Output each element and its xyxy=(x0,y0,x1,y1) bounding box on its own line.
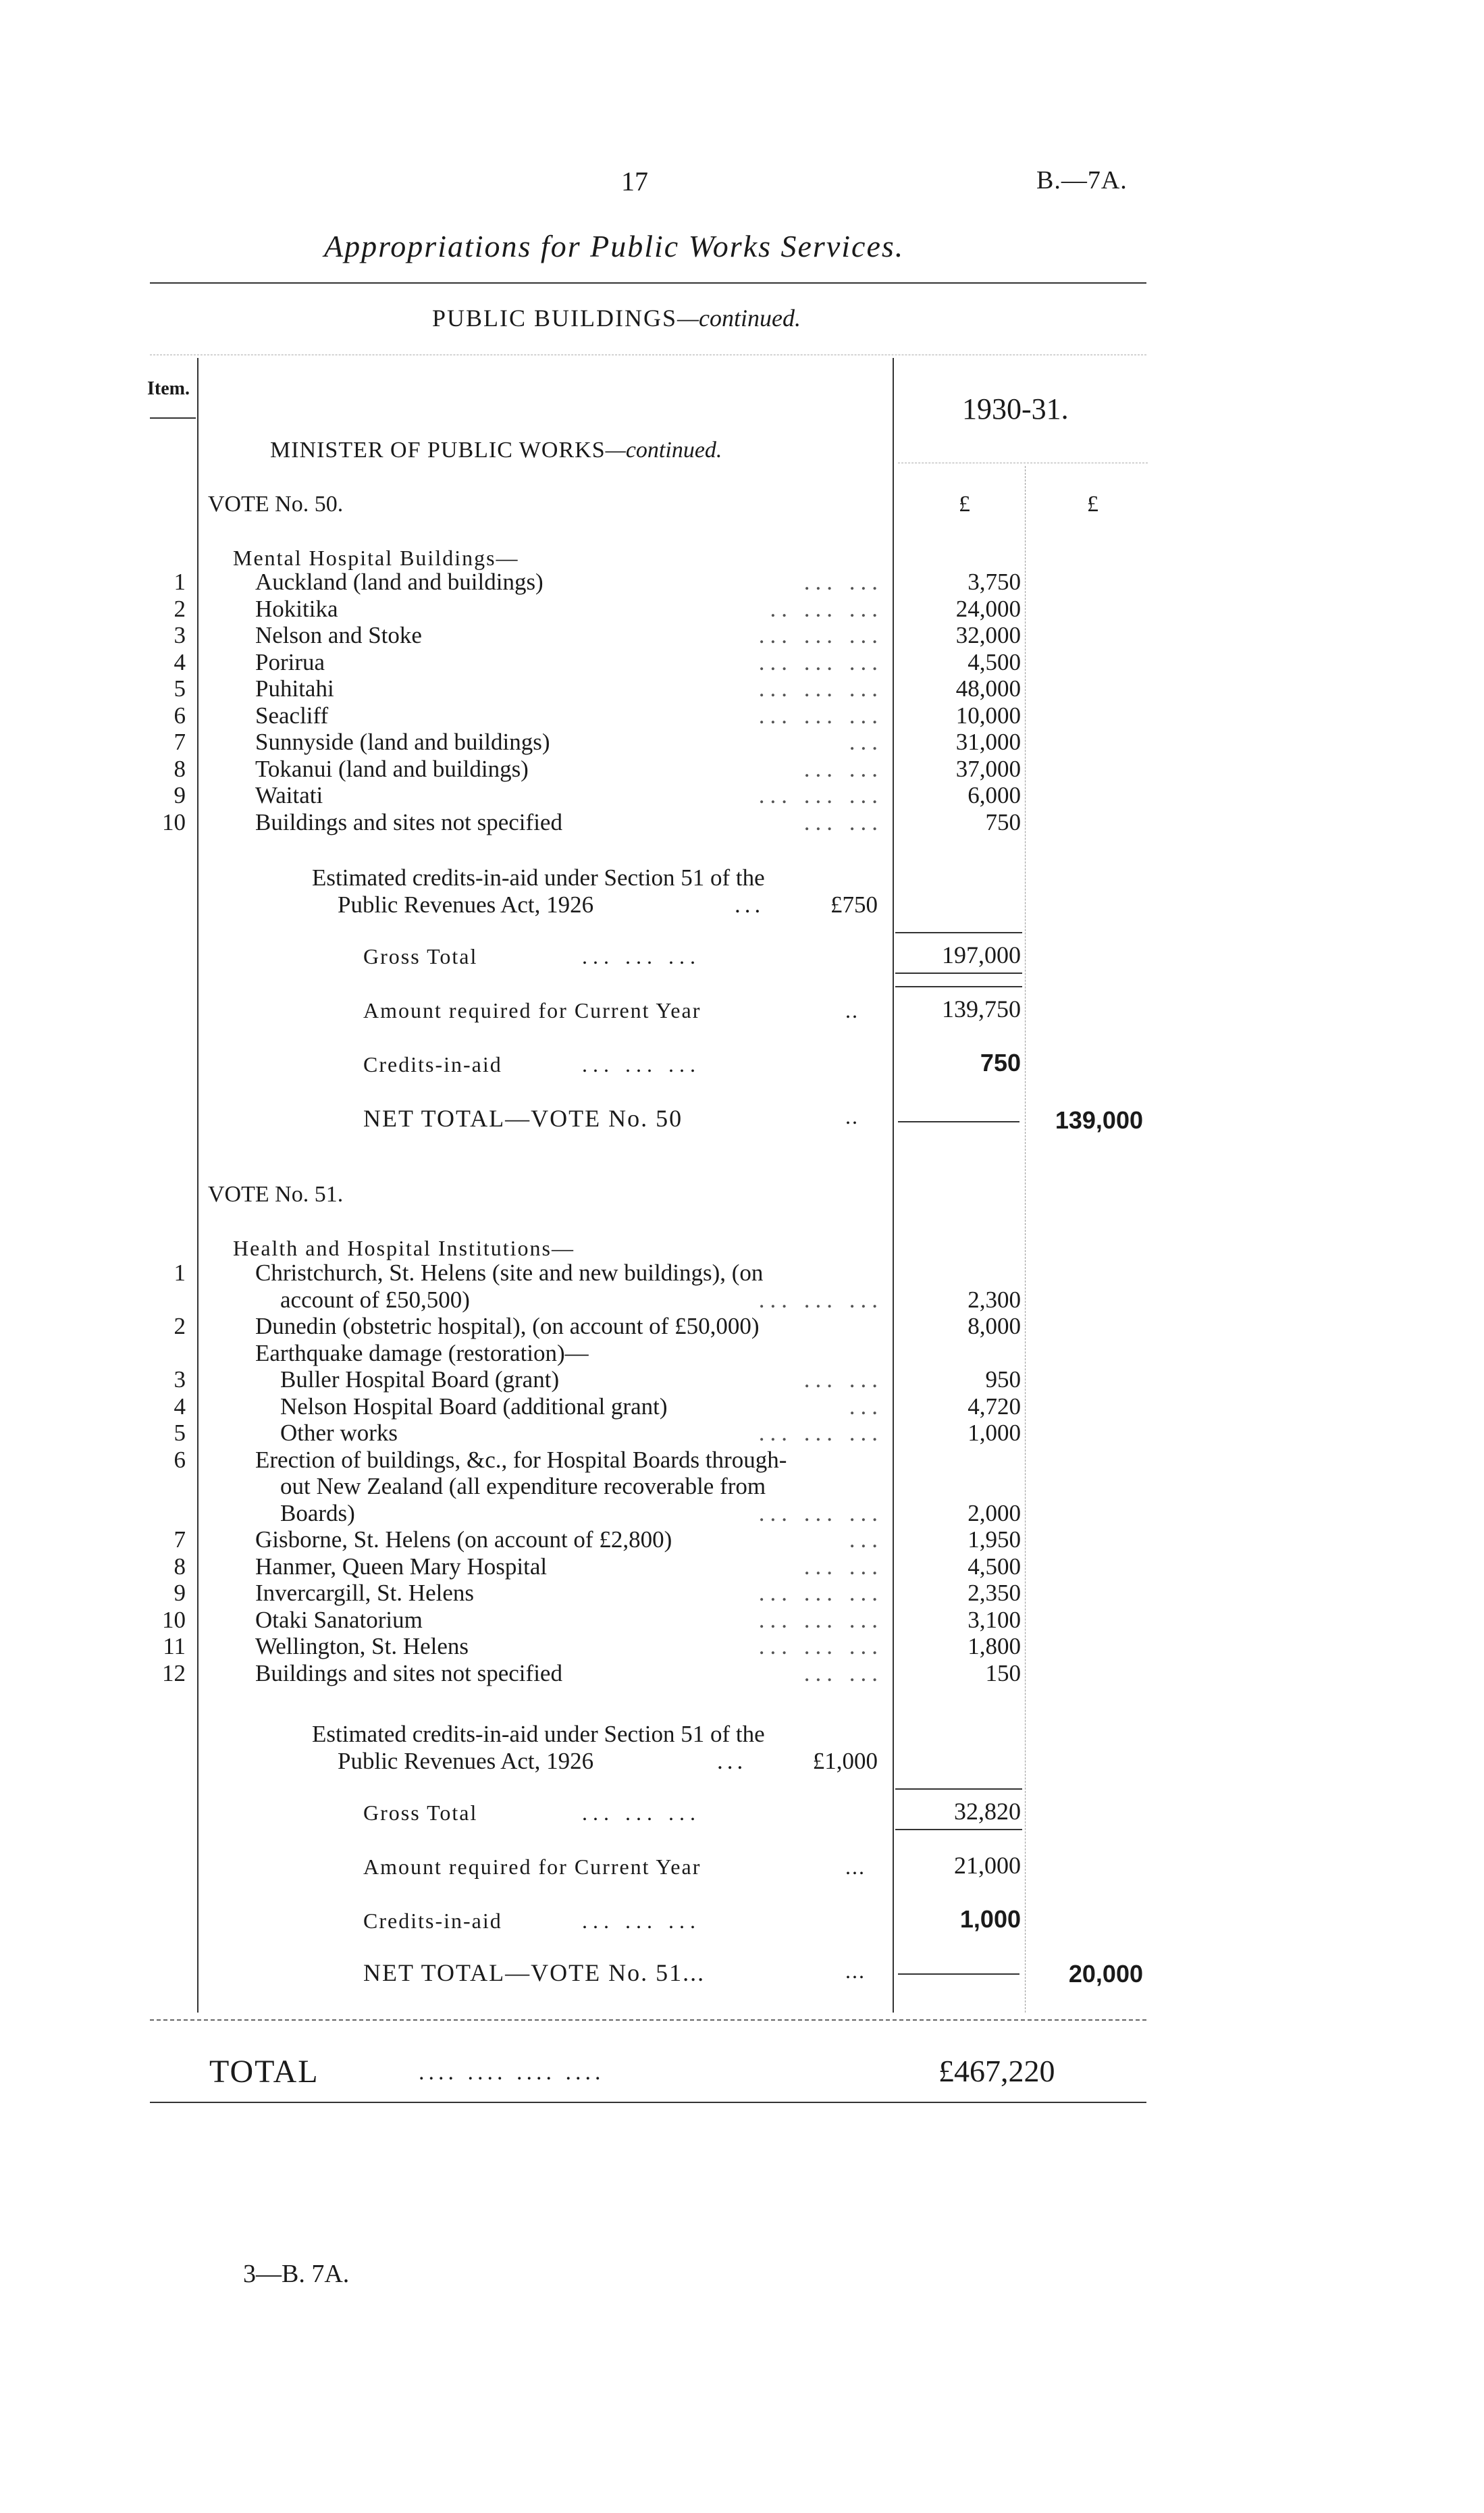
item-amount: 37,000 xyxy=(955,755,1021,782)
vote-51-heading: VOTE No. 51. xyxy=(208,1182,344,1207)
vote-50-credits-note-amount: £750 xyxy=(830,891,878,918)
table-row xyxy=(0,1340,1484,1367)
subtitle-main: PUBLIC BUILDINGS xyxy=(432,305,678,332)
item-amount: 1,800 xyxy=(968,1633,1021,1659)
total-top-rule xyxy=(150,2019,1146,2021)
item-amount: 1,950 xyxy=(968,1526,1021,1553)
currency-symbol-b: £ xyxy=(1087,492,1098,517)
vote-50-net-dots: .. xyxy=(845,1104,859,1129)
currency-symbol-a: £ xyxy=(959,492,970,517)
footer-signature: 3—B. 7A. xyxy=(243,2260,350,2288)
subtitle-continued: —continued. xyxy=(677,305,801,332)
item-name: Nelson Hospital Board (additional grant) xyxy=(280,1393,668,1420)
item-number: 2 xyxy=(174,595,186,622)
vote-50-required-rule xyxy=(895,986,1022,987)
item-number: 7 xyxy=(174,1526,186,1553)
vote-51-credits-note-2: Public Revenues Act, 1926 xyxy=(338,1748,594,1774)
item-name: Buildings and sites not specified xyxy=(255,808,562,835)
vote-51-credits-note-1: Estimated credits-in-aid under Section 51 of the xyxy=(312,1721,765,1747)
item-amount: 24,000 xyxy=(955,595,1021,622)
item-name: Earthquake damage (restoration)— xyxy=(255,1339,589,1366)
vote-50-required-dots: .. xyxy=(845,998,859,1022)
item-name: Erection of buildings, &c., for Hospital Boards through- xyxy=(255,1446,787,1473)
item-amount: 1,000 xyxy=(968,1420,1021,1446)
leader-dots: ... ... ... xyxy=(758,702,883,729)
vote-50-credits-note-2: Public Revenues Act, 1926 xyxy=(338,891,594,918)
table-row xyxy=(0,622,1484,649)
item-amount: 150 xyxy=(985,1659,1021,1686)
total-amount: £467,220 xyxy=(938,2054,1055,2088)
table-row xyxy=(0,782,1484,809)
item-name: account of £50,500) xyxy=(280,1286,470,1313)
table-row xyxy=(0,1526,1484,1553)
item-number: 12 xyxy=(162,1659,186,1686)
vote-51-gross-label: Gross Total xyxy=(363,1800,478,1825)
leader-dots: .. ... ... xyxy=(770,595,883,622)
item-amount: 48,000 xyxy=(955,675,1021,702)
leader-dots: ... ... ... xyxy=(758,1580,883,1606)
item-amount: 32,000 xyxy=(955,622,1021,648)
vote-51-credits-amount: 1,000 xyxy=(959,1905,1021,1933)
item-amount: 31,000 xyxy=(955,729,1021,755)
table-row xyxy=(0,1553,1484,1580)
total-bottom-rule xyxy=(150,2102,1146,2103)
vote-50-gross-dots: ... ... ... xyxy=(582,944,701,968)
leader-dots: ... xyxy=(849,1393,883,1420)
table-row xyxy=(0,1366,1484,1393)
table-row xyxy=(0,1500,1484,1527)
item-header-rule xyxy=(150,417,196,419)
item-number: 8 xyxy=(174,755,186,782)
minister-heading xyxy=(270,438,722,463)
page-title: Appropriations for Public Works Services. xyxy=(324,229,905,263)
item-number: 9 xyxy=(174,1580,186,1606)
item-amount: 2,300 xyxy=(968,1286,1021,1313)
item-number: 11 xyxy=(163,1633,186,1659)
item-amount: 2,000 xyxy=(968,1499,1021,1526)
item-name: Auckland (land and buildings) xyxy=(255,569,544,595)
vote-51-net-dots: ... xyxy=(845,1959,866,1983)
vote-51-net-label: NET TOTAL—VOTE No. 51... xyxy=(363,1959,706,1986)
table-row xyxy=(0,1660,1484,1687)
table-row xyxy=(0,1313,1484,1340)
item-number: 6 xyxy=(174,702,186,729)
item-number: 4 xyxy=(174,1393,186,1420)
item-name: Tokanui (land and buildings) xyxy=(255,755,529,782)
vote-51-section: Health and Hospital Institutions— xyxy=(233,1236,575,1260)
item-name: Buildings and sites not specified xyxy=(255,1659,562,1686)
leader-dots: ... ... xyxy=(803,1659,883,1686)
item-number: 10 xyxy=(162,1606,186,1633)
year-column-header: 1930-31. xyxy=(962,392,1069,425)
vote-51-credits-note-dots: ... xyxy=(717,1748,747,1774)
item-number: 10 xyxy=(162,808,186,835)
table-row xyxy=(0,1473,1484,1500)
item-name: Otaki Sanatorium xyxy=(255,1606,423,1633)
leader-dots: ... ... ... xyxy=(758,1286,883,1313)
item-number: 1 xyxy=(174,569,186,595)
table-row xyxy=(0,1447,1484,1474)
title-rule xyxy=(150,282,1146,284)
table-row xyxy=(0,729,1484,756)
minister-main: MINISTER OF PUBLIC WORKS xyxy=(270,438,606,463)
leader-dots: ... ... ... xyxy=(758,1420,883,1446)
vote-51-gross-amount: 32,820 xyxy=(954,1798,1021,1825)
item-number: 2 xyxy=(174,1313,186,1339)
table-row xyxy=(0,1393,1484,1420)
vote-51-net-amount: 20,000 xyxy=(1068,1960,1143,1988)
table-row xyxy=(0,1633,1484,1660)
item-number: 8 xyxy=(174,1553,186,1580)
vote-51-credits-dots: ... ... ... xyxy=(582,1909,701,1933)
table-row xyxy=(0,1260,1484,1287)
leader-dots: ... ... xyxy=(803,808,883,835)
item-number: 9 xyxy=(174,782,186,808)
table-row xyxy=(0,756,1484,783)
vote-50-required-label: Amount required for Current Year xyxy=(363,998,701,1022)
vote-50-section: Mental Hospital Buildings— xyxy=(233,546,519,570)
item-name: Waitati xyxy=(255,782,323,808)
table-row xyxy=(0,569,1484,596)
item-amount: 8,000 xyxy=(968,1313,1021,1339)
vote-51-required-amount: 21,000 xyxy=(954,1852,1021,1879)
leader-dots: ... ... xyxy=(803,1366,883,1393)
table-row xyxy=(0,649,1484,676)
item-amount: 750 xyxy=(985,808,1021,835)
item-amount: 4,500 xyxy=(968,1553,1021,1580)
vote-50-net-amount: 139,000 xyxy=(1055,1106,1143,1134)
item-name: Gisborne, St. Helens (on account of £2,800) xyxy=(255,1526,672,1553)
item-name: Nelson and Stoke xyxy=(255,622,422,648)
item-name: Christchurch, St. Helens (site and new buildings), (on xyxy=(255,1260,764,1286)
item-name: Porirua xyxy=(255,648,325,675)
leader-dots: ... xyxy=(849,1526,883,1553)
page-number: 17 xyxy=(621,166,648,197)
vote-51-credits-note-amount: £1,000 xyxy=(812,1748,878,1774)
item-amount: 10,000 xyxy=(955,702,1021,729)
leader-dots: ... ... ... xyxy=(758,675,883,702)
item-amount: 4,720 xyxy=(968,1393,1021,1420)
vote-50-credits-amount: 750 xyxy=(980,1049,1021,1077)
section-subtitle xyxy=(432,304,801,332)
item-number: 7 xyxy=(174,729,186,755)
table-row xyxy=(0,1580,1484,1607)
leader-dots: ... ... xyxy=(803,755,883,782)
table-row xyxy=(0,702,1484,729)
item-name: Wellington, St. Helens xyxy=(255,1633,469,1659)
item-name: Other works xyxy=(280,1420,398,1446)
table-row xyxy=(0,596,1484,623)
item-name: Buller Hospital Board (grant) xyxy=(280,1366,560,1393)
leader-dots: ... ... ... xyxy=(758,782,883,808)
item-name: Invercargill, St. Helens xyxy=(255,1580,474,1606)
leader-dots: ... ... ... xyxy=(758,622,883,648)
vote-50-required-amount: 139,750 xyxy=(942,995,1021,1022)
item-amount: 3,750 xyxy=(968,569,1021,595)
item-number: 1 xyxy=(174,1260,186,1286)
vote-50-credits-note-1: Estimated credits-in-aid under Section 51 of the xyxy=(312,864,765,891)
vote-51-net-rule xyxy=(898,1973,1019,1975)
table-row xyxy=(0,675,1484,702)
table-row xyxy=(0,1287,1484,1314)
item-name: Hokitika xyxy=(255,595,338,622)
leader-dots: ... xyxy=(849,729,883,755)
item-number: 4 xyxy=(174,648,186,675)
item-name: Boards) xyxy=(280,1499,355,1526)
item-name: Hanmer, Queen Mary Hospital xyxy=(255,1553,548,1580)
vote-50-heading: VOTE No. 50. xyxy=(208,492,344,517)
vote-51-credits-label: Credits-in-aid xyxy=(363,1909,502,1933)
item-name: Sunnyside (land and buildings) xyxy=(255,729,550,755)
item-number: 5 xyxy=(174,1420,186,1446)
table-row xyxy=(0,1420,1484,1447)
item-number: 3 xyxy=(174,622,186,648)
leader-dots: ... ... ... xyxy=(758,1606,883,1633)
vote-51-required-dots: ... xyxy=(845,1855,866,1879)
document-reference: B.—7A. xyxy=(1036,166,1128,195)
item-number: 6 xyxy=(174,1446,186,1473)
item-name: out New Zealand (all expenditure recoverable from xyxy=(280,1473,766,1499)
vote-51-required-label: Amount required for Current Year xyxy=(363,1855,701,1879)
item-number: 3 xyxy=(174,1366,186,1393)
vote-50-net-rule xyxy=(898,1121,1019,1122)
item-column-header: Item. xyxy=(147,378,190,399)
leader-dots: ... ... xyxy=(803,569,883,595)
item-name: Puhitahi xyxy=(255,675,334,702)
table-row xyxy=(0,1607,1484,1634)
vote-50-gross-amount: 197,000 xyxy=(942,941,1021,968)
item-amount: 4,500 xyxy=(968,648,1021,675)
table-row xyxy=(0,809,1484,836)
total-label: TOTAL xyxy=(209,2054,319,2090)
minister-continued: —continued. xyxy=(605,438,722,463)
vote-50-credits-label: Credits-in-aid xyxy=(363,1052,502,1077)
leader-dots: ... ... ... xyxy=(758,1499,883,1526)
item-number: 5 xyxy=(174,675,186,702)
leader-dots: ... ... xyxy=(803,1553,883,1580)
vote-50-credits-dots: ... ... ... xyxy=(582,1052,701,1077)
item-amount: 950 xyxy=(985,1366,1021,1393)
item-amount: 3,100 xyxy=(968,1606,1021,1633)
total-dots: .... .... .... .... xyxy=(419,2060,605,2085)
item-name: Dunedin (obstetric hospital), (on account of £50,000) xyxy=(255,1313,760,1339)
leader-dots: ... ... ... xyxy=(758,1633,883,1659)
item-amount: 2,350 xyxy=(968,1580,1021,1606)
vote-51-gross-dots: ... ... ... xyxy=(582,1800,701,1825)
item-name: Seacliff xyxy=(255,702,329,729)
leader-dots: ... ... ... xyxy=(758,648,883,675)
vote-50-credits-note-dots: ... xyxy=(735,891,765,918)
item-amount: 6,000 xyxy=(968,782,1021,808)
vote-50-net-label: NET TOTAL—VOTE No. 50 xyxy=(363,1105,683,1132)
vote-50-gross-label: Gross Total xyxy=(363,944,478,968)
